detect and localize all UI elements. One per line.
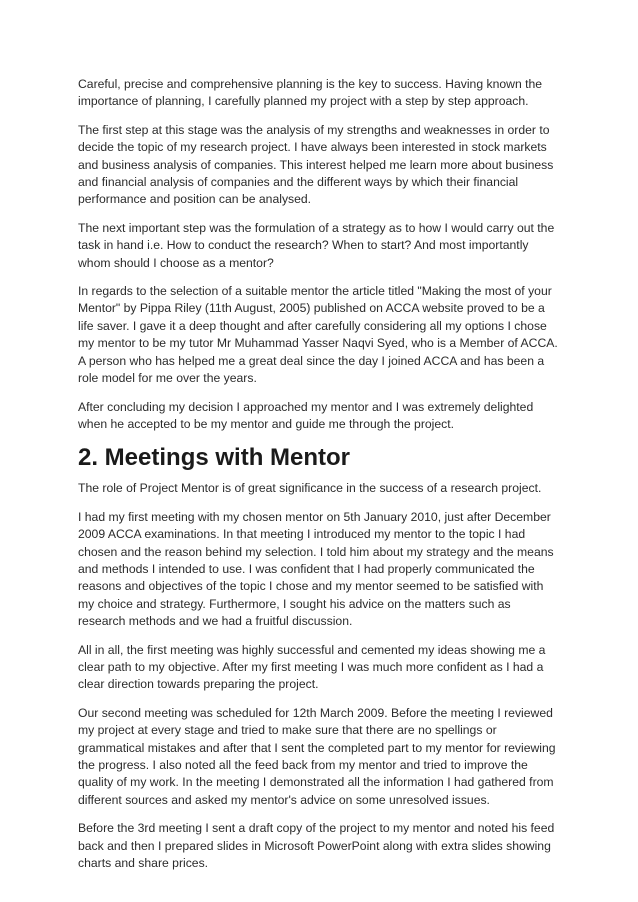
paragraph-mentor-selection: In regards to the selection of a suitable mentor the article titled "Making the most of your Mentor" by Pippa Riley (11th August, 2005) published on ACCA website proved to be a life saver. I gave it a deep thought and after carefully considering all my options I chose my mentor to be my tutor Mr Muhammad Yasser Naqvi Syed, who is a Member of ACCA. A person who has helped me a great deal since the day I joined ACCA and has been a role model for me over the years. xyxy=(78,284,558,386)
paragraph-decision: After concluding my decision I approached my mentor and I was extremely delighted when he accepted to be my mentor and guide me through the project. xyxy=(78,399,534,431)
document-body xyxy=(78,76,560,883)
paragraph-first-step: The first step at this stage was the analysis of my strengths and weaknesses in order to decide the topic of my research project. I have always been interested in stock markets and business analysis of companies. This interest helped me learn more about business and financial analysis of companies and the different ways by which their financial performance and position can be analysed. xyxy=(78,122,554,207)
paragraph-first-meeting: I had my first meeting with my chosen mentor on 5th January 2010, just after December 2009 ACCA examinations. In that meeting I introduced my mentor to the topic I had chosen and the reason behind my selection. I told him about my strategy and the means and methods I intended to use. I was confident that I had properly communicated the reasons and objectives of the topic I chose and my mentor seemed to be satisfied with my choice and strategy. Furthermore, I sought his advice on the matters such as research methods and we had a fruitful discussion. xyxy=(78,509,554,629)
section-heading-meetings: 2. Meetings with Mentor xyxy=(78,444,351,472)
paragraph-strategy: The next important step was the formulation of a strategy as to how I would carry out the task in hand i.e. How to conduct the research? When to start? And most importantly whom should I choose as a mentor? xyxy=(78,220,555,270)
paragraph-second-meeting: Our second meeting was scheduled for 12th March 2009. Before the meeting I reviewed my project at every stage and tried to make sure that there are no spellings or grammatical mistakes and after that I sent the completed part to my mentor for reviewing the progress. I also noted all the feed back from my mentor and tried to improve the quality of my work. In the meeting I demonstrated all the information I had gathered from different sources and asked my mentor's advice on some unresolved issues. xyxy=(78,705,556,807)
paragraph-planning: Careful, precise and comprehensive planning is the key to success. Having known the importance of planning, I carefully planned my project with a step by step approach. xyxy=(78,77,543,109)
paragraph-third-meeting: Before the 3rd meeting I sent a draft copy of the project to my mentor and noted his feed back and then I prepared slides in Microsoft PowerPoint along with extra slides showing charts and share prices. xyxy=(78,821,555,871)
paragraph-role-of-mentor: The role of Project Mentor is of great significance in the success of a research project. xyxy=(78,481,542,496)
paragraph-all-in-all: All in all, the first meeting was highly successful and cemented my ideas showing me a clear path to my objective. After my first meeting I was much more confident as I had a clear direction towards preparing the project. xyxy=(78,642,546,692)
